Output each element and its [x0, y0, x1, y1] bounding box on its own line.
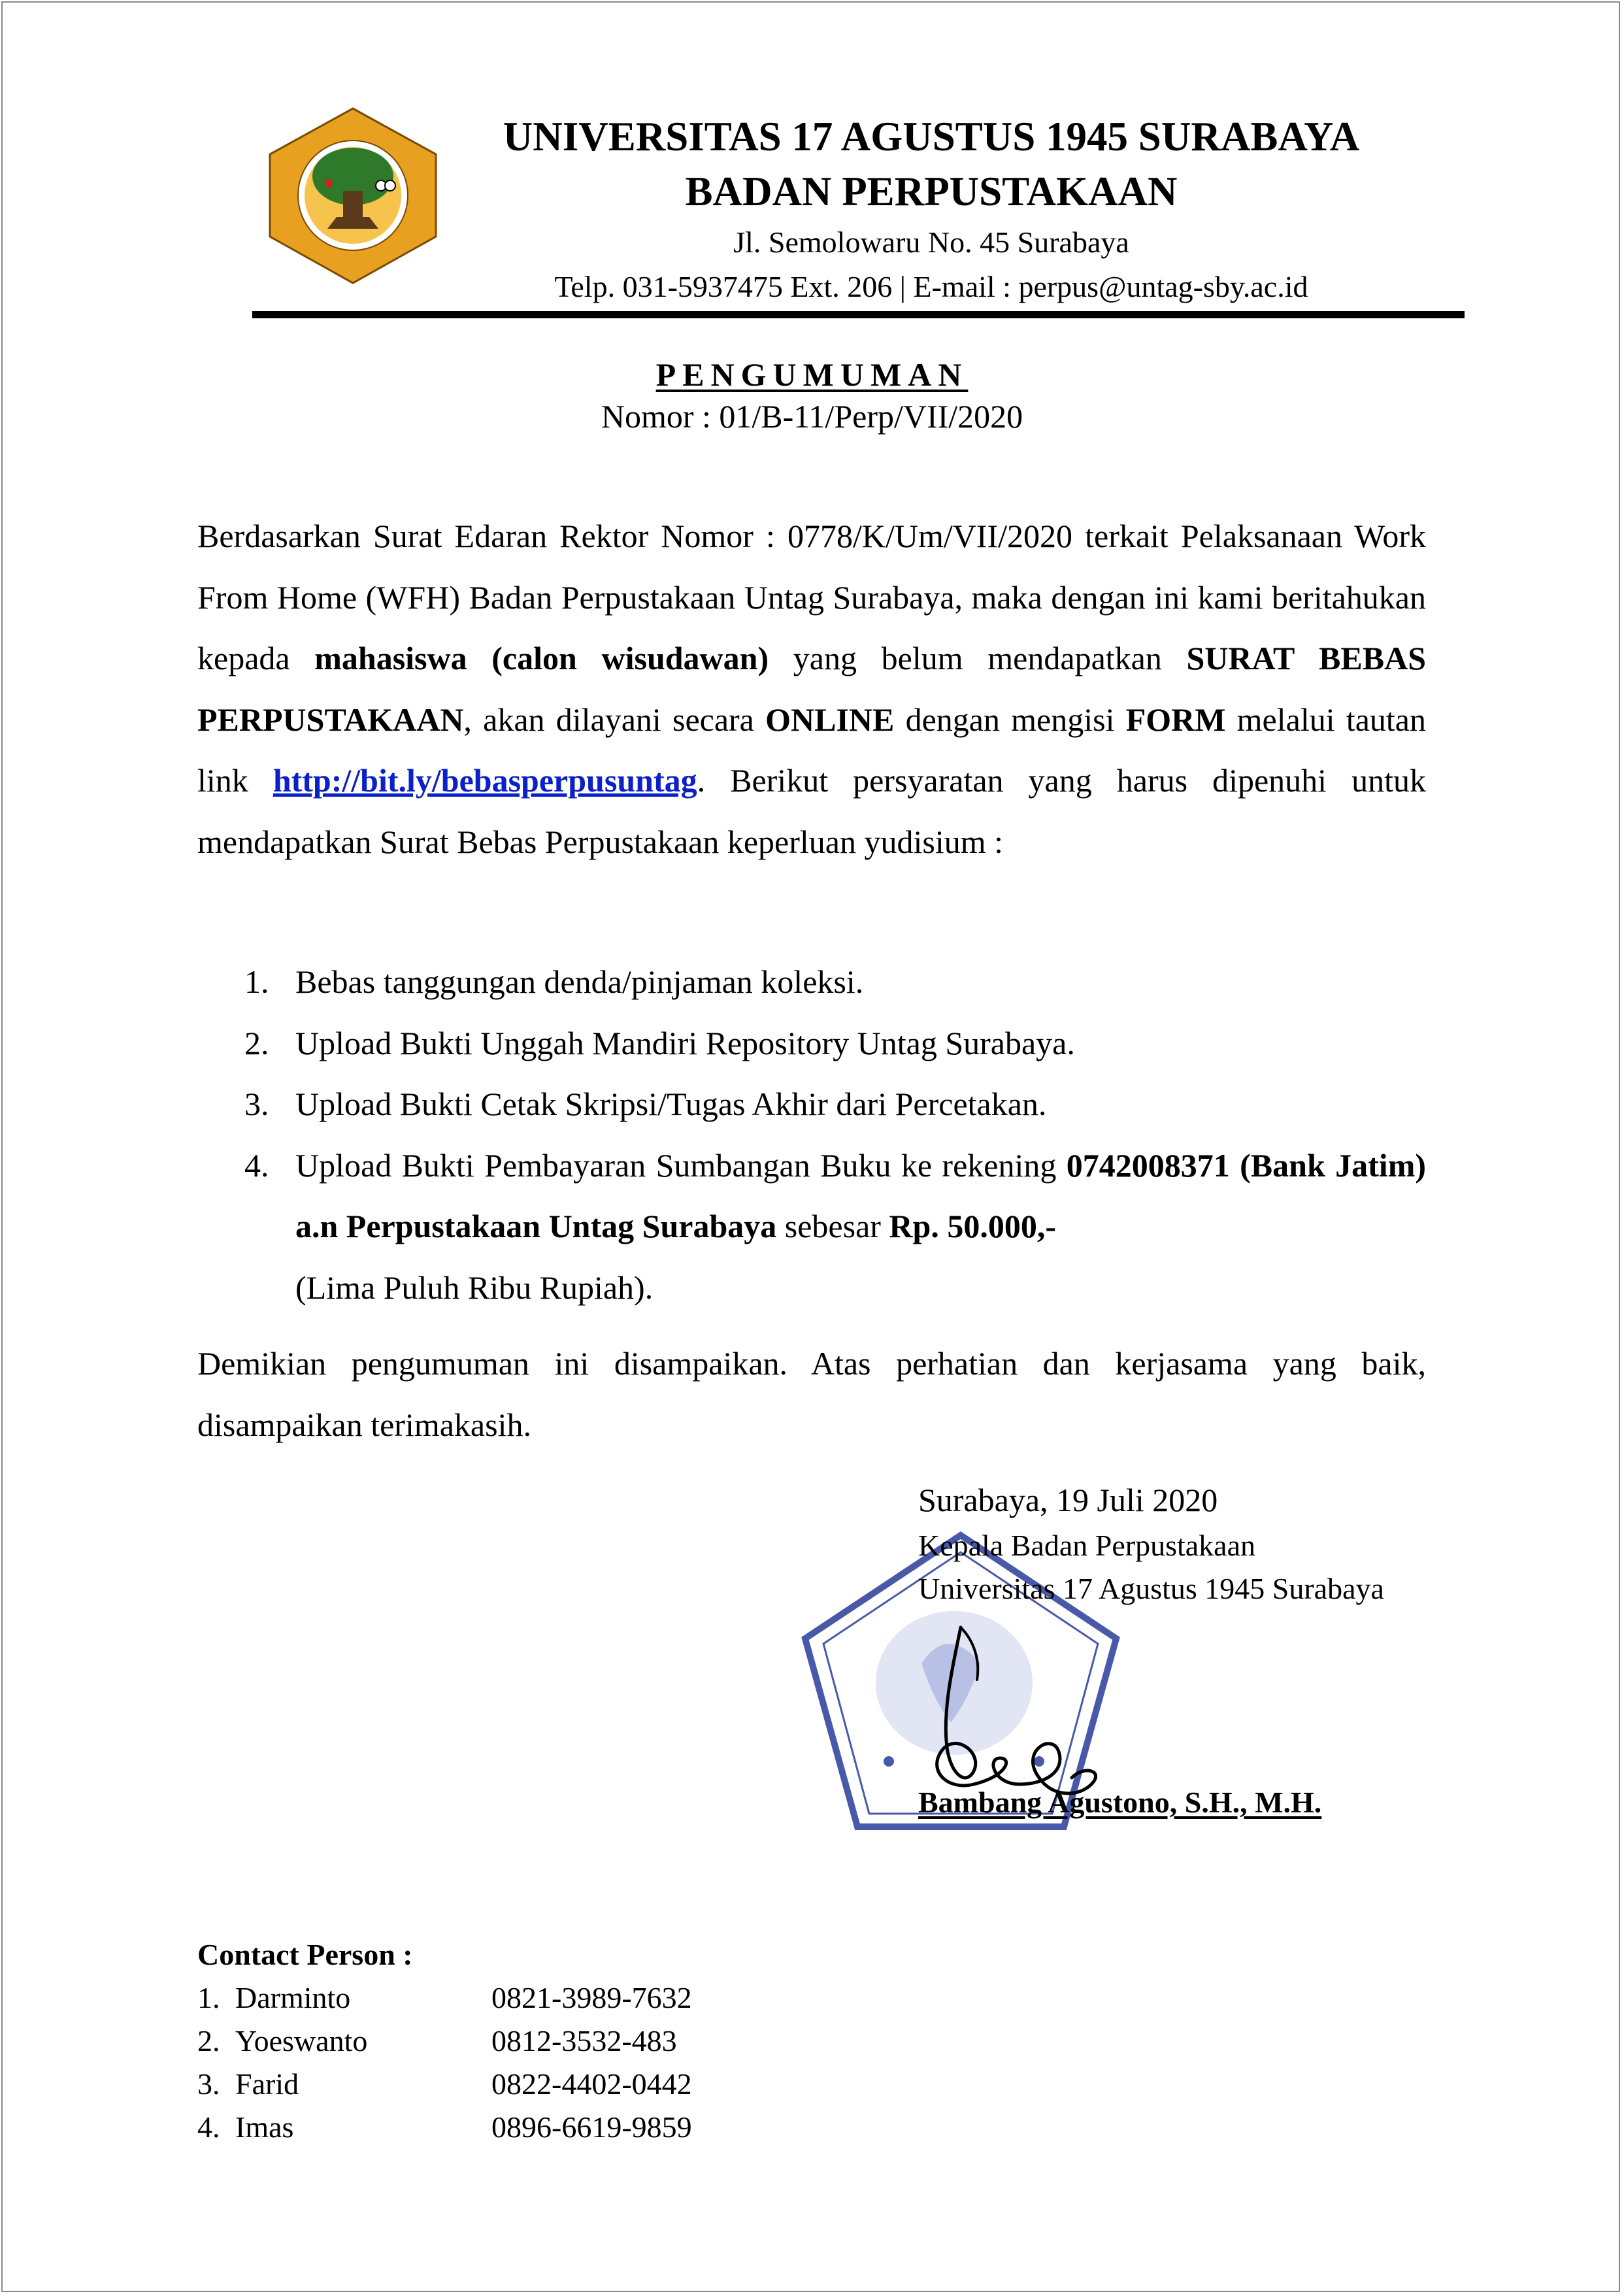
form-link[interactable]: http://bit.ly/bebasperpusuntag — [273, 762, 697, 799]
list-item: 4. Upload Bukti Pembayaran Sumbangan Buku ke rekening 0742008371 (Bank Jatim) a.n Perpustakaan Untag Surabaya sebesar Rp. 50.000,- (Lima Puluh Ribu Rupiah). — [244, 1146, 1426, 1306]
closing-paragraph: Demikian pengumuman ini disampaikan. Atas perhatian dan kerjasama yang baik, disampaikan terimakasih. — [197, 1345, 1426, 1443]
contact-name: Imas — [235, 2110, 294, 2144]
contact-number: 4. — [197, 2110, 220, 2144]
list-item: 3. Upload Bukti Cetak Skripsi/Tugas Akhir dari Percetakan. — [244, 1086, 1047, 1122]
university-logo — [265, 106, 441, 286]
contact-phone: 0821-3989-7632 — [491, 1981, 692, 2014]
contact-number: 1. — [197, 1981, 220, 2014]
signer-name: Bambang Agustono, S.H., M.H. — [918, 1786, 1322, 1819]
announcement-number: Nomor : 01/B-11/Perp/VII/2020 — [601, 398, 1023, 435]
contact-name: Farid — [235, 2067, 299, 2101]
announcement-title: PENGUMUMAN — [655, 356, 969, 393]
list-item: 2. Upload Bukti Unggah Mandiri Repository Untag Surabaya. — [244, 1024, 1075, 1061]
list-item: 1. Bebas tanggungan denda/pinjaman koleksi. — [244, 963, 864, 1000]
contact-name: Yoeswanto — [235, 2024, 368, 2057]
signer-organization: Universitas 17 Agustus 1945 Surabaya — [918, 1572, 1384, 1605]
contact-number: 3. — [197, 2067, 220, 2101]
contact-phone: 0822-4402-0442 — [491, 2067, 692, 2101]
contact-phone: 0812-3532-483 — [491, 2024, 677, 2057]
unit-name: BADAN PERPUSTAKAAN — [685, 169, 1178, 214]
contact-title: Contact Person : — [197, 1938, 413, 1971]
signing-date: Surabaya, 19 Juli 2020 — [918, 1482, 1218, 1518]
contact-phone: 0896-6619-9859 — [491, 2110, 692, 2144]
contact-line: Telp. 031-5937475 Ext. 206 | E-mail : perpus@untag-sby.ac.id — [554, 270, 1308, 303]
intro-paragraph: Berdasarkan Surat Edaran Rektor Nomor : 0778/K/Um/VII/2020 terkait Pelaksanaan Work From Home (WFH) Badan Perpustakaan Untag Surabaya, maka dengan ini kami beritahukan kepada mahasiswa (calon wisudawan) yang belum mendapatkan SURAT BEBAS PERPUSTAKAAN, akan dilayani secara ONLINE dengan mengisi FORM melalui tautan link http://bit.ly/bebasperpusuntag. Berikut persyaratan yang harus dipenuhi untuk mendapatkan Surat Bebas Perpustakaan keperluan yudisium : — [197, 518, 1427, 860]
letterhead-divider — [252, 311, 1465, 318]
contact-name: Darminto — [235, 1981, 351, 2014]
signer-role: Kepala Badan Perpustakaan — [918, 1529, 1256, 1562]
address: Jl. Semolowaru No. 45 Surabaya — [733, 225, 1129, 259]
requirements-list — [197, 952, 1426, 1318]
university-name: UNIVERSITAS 17 AGUSTUS 1945 SURABAYA — [503, 114, 1360, 159]
contact-number: 2. — [197, 2024, 220, 2057]
